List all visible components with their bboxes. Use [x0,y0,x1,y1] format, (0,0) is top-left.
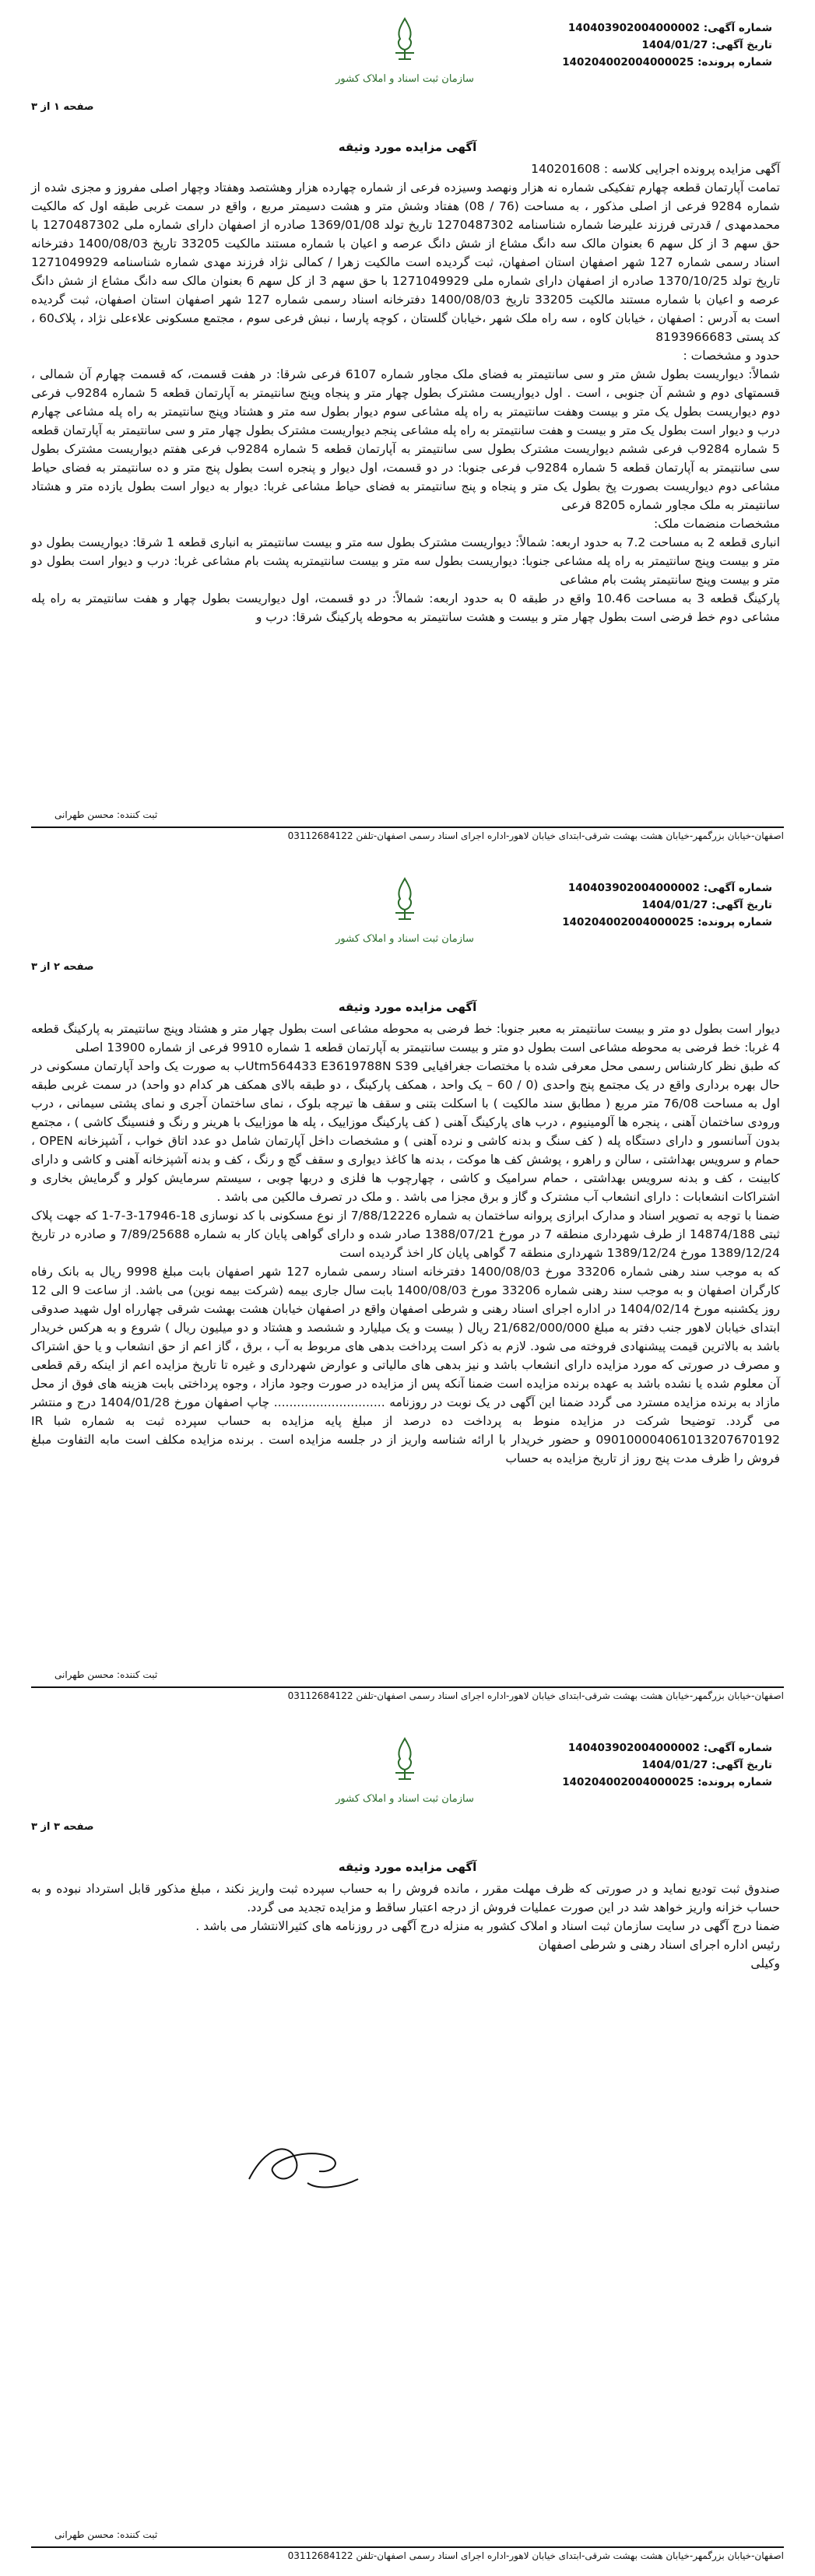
document-page-2 [0,860,815,1716]
ad-meta [562,879,772,931]
ad-number: 140403902004000002 [567,1742,700,1754]
paragraph: ضمنا درج آگهی در سایت سازمان ثبت اسناد و املاک کشور به منزله درج آگهی در روزنامه های کثیرالانتشار می باشد . [195,1919,780,1933]
paragraph: انباری قطعه 2 به مساحت 7.2 به حدود اربعه: شمالاً: دیواریست مشترک بطول سه متر و بیست سانتیمتر به انباری قطعه 1 شرقا: دیواریست بطول دو متر و بیست وپنج سانتیمتر به راه پله مشاعی جنوبا: دیواریست بطول سه متر و بیست سانتیمتربه پشت بام مشاعی غربا: درب و دیوار است بطول دو متر و بیست وپنج سانتیمتر پشت بام مشاعی [31,535,781,587]
ad-number-label: شماره آگهی: [703,1742,772,1754]
paragraph: پارکینگ قطعه 3 به مساحت 10.46 واقع در طبقه 0 به حدود اربعه: شمالاً: در دو قسمت، اول دیواریست بطول چهار و هفت سانتیمتر به راه پله مشاعی دوم خط فرضی است بطول چهار متر و بیست و هشت سانتیمتر به محوطه پارکینگ شرقا: درب و [31,591,780,624]
ad-date: 1404/01/27 [641,1759,708,1771]
registrar-line: ثبت کننده: محسن طهرانی [54,1669,158,1680]
document-page-3 [0,1720,815,2576]
date-label: تاریخ آگهی: [711,1759,772,1771]
ad-number: 140403902004000002 [567,882,700,894]
paragraph: شمالاً: دیواریست بطول شش متر و سی سانتیمتر به فضای ملک مجاور شماره 6107 فرعی شرقا: در هفت قسمت، که قسمت چهارم آن شمالی ، قسمتهای دوم و ششم آن جنوبی ، است . اول دیواریست مشترک بطول چهار متر و پنجاه وپنج سانتیمتر به آپارتمان قطعه 5 شماره 9284ب فرعی دوم دیواریست بطول یک متر و بیست وهفت سانتیمتر به راه پله مشاعی سوم دیوار بطول سه متر و هشتاد وپنج سانتیمتر به راه پله مشاعی چهارم درب و دیوار است بطول یک متر و بیست و هفت سانتیمتر به راه پله مشاعی پنجم دیواریست مشترک بطول چهار متر و سی سانتیمتر به آپارتمان قطعه 5 شماره 9284ب فرعی ششم دیواریست مشترک بطول سی سانتیمتر به آپارتمان قطعه 5 شماره 9284ب فرعی هفتم دیواریست مشترک بطول سی سانتیمتر به آپارتمان قطعه 5 شماره 9284ب فرعی جنوبا: در دو قسمت، اول دیوار و پنجره است بطول پنج متر و ده سانتیمتر به فضای حیاط مشاعی دوم دیواریست بصورت پخ بطول یک متر و پنجاه و پنج سانتیمتر به فضای حیاط مشاعی غربا: دیوار به دیوار است بطول یازده متر و هشتاد سانتیمتر به ملک مجاور شماره 8205 فرعی [31,367,781,512]
paragraph: حدود و مشخصات : [683,349,780,363]
judiciary-emblem [296,876,514,961]
registrar-line: ثبت کننده: محسن طهرانی [54,809,158,820]
ad-meta [562,1739,772,1791]
judiciary-emblem [296,1735,514,1821]
date-label: تاریخ آگهی: [711,899,772,911]
paragraph: وکیلی [750,1957,780,1971]
page-number: صفحه ۲ از ۳ [31,961,94,973]
scales-emblem-icon [389,16,420,62]
notice-title: آگهی مزایده مورد وثیقه [338,1000,477,1014]
page-number: صفحه ۳ از ۳ [31,1821,94,1833]
page-number: صفحه ۱ از ۳ [31,101,94,113]
notice-title: آگهی مزایده مورد وثیقه [338,140,477,154]
ad-date: 1404/01/27 [641,39,708,51]
paragraph: که به موجب سند رهنی شماره 33206 مورخ 1400/08/03 دفترخانه اسناد رسمی شماره 127 شهر اصفهان بابت مبلغ 9998 ریال به بانک رفاه کارگران اصفهان و به موجب سند رهنی شماره 33206 مورخ 1400/08/03 بابت سال جاری بیمه (شرکت بیمه نوین) می باشد. از ساعت 9 الی 12 روز یکشنبه مورخ 1404/02/14 در اداره اجرای اسناد رهنی و شرطی اصفهان واقع در اصفهان خیابان هشت بهشت شرقی چهارراه اول شهید صدوقی ابتدای خیابان لاهور جنب دفتر به مبلغ 21/682/000/000 ریال ( بیست و یک میلیارد و ششصد و هشتاد و دو میلیون ریال ) شروع و به هرکس خریدار باشد به بالاترین قیمت پیشنهادی فروخته می شود. لازم به ذکر است پرداخت بدهی های مربوط به آب ، برق ، گاز اعم از حق انشعاب و یا حق اشتراک و مصرف در صورتی که مورد مزایده دارای انشعاب باشد و نیز بدهی های مالیاتی و عوارض شهرداری و غیره تا تاریخ مزایده اعم از اینکه رقم قطعی آن معلوم شده یا نشده باشد به عهده برنده مزایده است ضمنا آنکه پس از مزایده در صورت وجود مازاد ، وجوه پرداختی بابت هزینه های فوق از محل مازاد به برنده مزایده مسترد می گردد ضمنا این آگهی در یک نوبت در روزنامه ............................. چاپ اصفهان مورخ 1404/01/28 درج و منتشر می گردد. توضیحا شرکت در مزایده منوط به پرداخت ده درصد از مبلغ پایه مزایده به حساب سپرده ثبت به شماره شبا IR 090100004061013207670192 و حضور خریدار با ارائه شناسه واریز از در جلسه مزایده است . برنده مزایده مکلف است مابه التفاوت مبلغ فروش را ظرف مدت پنج روز از تاریخ مزایده به حساب [31,1265,781,1465]
ad-number-label: شماره آگهی: [703,882,772,894]
handwritten-signature [234,2125,389,2210]
paragraph: ضمنا با توجه به تصویر اسناد و مدارک ابرازی پروانه ساختمان به شماره 7/88/12226 از نوع مسکونی با کد نوسازی 18-17946-3-7-1 که جهت پلاک ثبتی 14874/188 از طرف شهرداری منطقه 7 در مورخ 1388/07/21 صادر شده و دارای گواهی پایان کار به شماره 7/89/25688 و صادره در تاریخ 1389/12/24 مورخ 1389/12/24 شهرداری منطقه 7 گواهی پایان کار اخذ گردیده است [31,1209,781,1260]
ad-number: 140403902004000002 [567,22,700,34]
org-name: سازمان ثبت اسناد و املاک کشور [335,1793,474,1805]
ad-date: 1404/01/27 [641,899,708,911]
org-name: سازمان ثبت اسناد و املاک کشور [335,933,474,945]
paragraph: تمامت آپارتمان قطعه چهارم تفکیکی شماره نه هزار ونهصد وسیزده فرعی از شماره چهارده هزار وهشتصد وهفتاد وچهار اصلی مفروز و مجزی شده از شماره 9284 فرعی از اصلی مذکور ، به مساحت (76 / 08) هفتاد وشش متر و هشت دسیمتر مربع ، واقع در سمت غربی طبقه اول که مالکیت محمدمهدی / قدرتی فرزند علیرضا شماره شناسنامه 1270487302 تاریخ تولد 1369/01/08 صادره از اصفهان دارای شماره ملی 1270487302 با حق سهم 3 از کل سهم 6 بعنوان مالک سه دانگ مشاع از شش دانگ عرصه و اعیان با شماره مستند مالکیت 33205 تاریخ 1400/08/03 دفترخانه اسناد رسمی شماره 127 شهر اصفهان استان اصفهان، ثبت گردیده است مالکیت زهرا / کمالی نژاد فرزند مهدی شماره شناسنامه 1271049929 تاریخ تولد 1370/10/25 صادره از اصفهان دارای شماره ملی 1271049929 با حق سهم 3 از کل سهم 6 بعنوان مالک سه دانگ مشاع از شش دانگ عرصه و اعیان با شماره مستند مالکیت 33205 تاریخ 1400/08/03 دفترخانه اسناد رسمی شماره 127 شهر اصفهان استان اصفهان، ثبت گردیده است به آدرس : اصفهان ، خیابان کاوه ، سه راه ملک شهر ،خیابان گلستان ، کوچه پارسا ، نبش فرعی سوم ، مجتمع مسکونی علاءعلی نژاد ، پلاک60 ، کد پستی 8193966683 [31,181,781,344]
notice-body [31,1020,780,1468]
paragraph: آگهی مزایده پرونده اجرایی کلاسه : 140201608 [531,162,780,176]
file-number: 140204002004000025 [562,916,694,928]
notice-body [31,160,780,626]
file-number: 140204002004000025 [562,56,694,68]
file-number: 140204002004000025 [562,1776,694,1788]
scales-emblem-icon [389,1735,420,1782]
file-label: شماره پرونده: [697,916,772,928]
file-label: شماره پرونده: [697,56,772,68]
footer-address: اصفهان-خیابان بزرگمهر-خیابان هشت بهشت شرقی-ابتدای خیابان لاهور-اداره اجرای اسناد رسمی اصفهان-تلفن 03112684122 [31,2546,784,2561]
notice-body [31,1879,780,1973]
paragraph: رئیس اداره اجرای اسناد رهنی و شرطی اصفهان [538,1938,780,1952]
org-name: سازمان ثبت اسناد و املاک کشور [335,73,474,85]
document-page-1 [0,0,815,856]
scales-emblem-icon [389,876,420,922]
registrar-line: ثبت کننده: محسن طهرانی [54,2529,158,2540]
ad-number-label: شماره آگهی: [703,22,772,34]
paragraph: دیوار است بطول دو متر و بیست سانتیمتر به معبر جنوبا: خط فرضی به محوطه مشاعی است بطول چهار متر و هشتاد وپنج سانتیمتر به پارکینگ قطعه 4 غربا: خط فرضی به محوطه مشاعی است بطول دو متر و بیست سانتیمتر به آپارتمان قطعه 1 شماره 9910 فرعی از شماره 13900 اصلی [31,1022,780,1055]
date-label: تاریخ آگهی: [711,39,772,51]
footer-address: اصفهان-خیابان بزرگمهر-خیابان هشت بهشت شرقی-ابتدای خیابان لاهور-اداره اجرای اسناد رسمی اصفهان-تلفن 03112684122 [31,1686,784,1701]
paragraph: صندوق ثبت تودیع نماید و در صورتی که ظرف مهلت مقرر ، مانده فروش را به حساب سپرده ثبت واریز نکند ، مبلغ مذکور قابل استرداد نبوده و به حساب خزانه واریز خواهد شد در این صورت عملیات فروش از درجه اعتبار ساقط و مزایده تجدید می گردد. [31,1882,780,1914]
notice-title: آگهی مزایده مورد وثیقه [338,1860,477,1874]
ad-meta [562,19,772,71]
judiciary-emblem [296,16,514,101]
footer-address: اصفهان-خیابان بزرگمهر-خیابان هشت بهشت شرقی-ابتدای خیابان لاهور-اداره اجرای اسناد رسمی اصفهان-تلفن 03112684122 [31,826,784,841]
paragraph: که طبق نظر کارشناس رسمی محل معرفی شده با مختصات جغرافیایی Utm564433 E3619788N S39ب به صورت یک واحد آپارتمان مسکونی در حال بهره برداری واقع در یک مجتمع پنج واحدی (0 / 60 – یک واحد ، همکف پارکینگ ، دو طبقه بالای همکف هر کدام دو واحد) در سمت غربی طبقه اول به مساحت 76/08 متر مربع ( مطابق سند مالکیت ) با اسکلت بتنی و سقف ها تیرچه بلوک ، نمای ساختمان آجری و نمای پشتی سیمانی ، درب ورودی ساختمان آهنی ، پنجره ها آلومینیوم ، درب های پارکینگ آهنی ( کف پارکینگ موزاییک ، پله ها موزاییک با هرینر و رنگ و فنسینگ کاشی ) ، مجتمع بدون آسانسور و دارای دستگاه پله ( کف سنگ و بدنه کاشی و نرده آهنی ) و مشخصات داخل آپارتمان شامل دو عدد اتاق خواب ، آشپزخانه OPEN ، حمام و سرویس بهداشتی ، سالن و راهرو ، پوشش کف ها موکت ، بدنه ها کاغذ دیواری و سقف گچ و رنگ ، کف و بدنه آشپزخانه آهنی و کاشی و دارای کابینت ، کف و بدنه سرویس بهداشتی ، حمام سرامیک و کاشی ، چهارچوب ها فلزی و دربها چوبی ، سیستم سرمایش کولر و گرمایش بخاری و اشتراکات انشعابات : دارای انشعاب آب مشترک و گاز و برق مجزا می باشد . و ملک در تصرف مالکین می باشد . [31,1059,781,1204]
file-label: شماره پرونده: [697,1776,772,1788]
paragraph: مشخصات منضمات ملک: [654,517,780,531]
